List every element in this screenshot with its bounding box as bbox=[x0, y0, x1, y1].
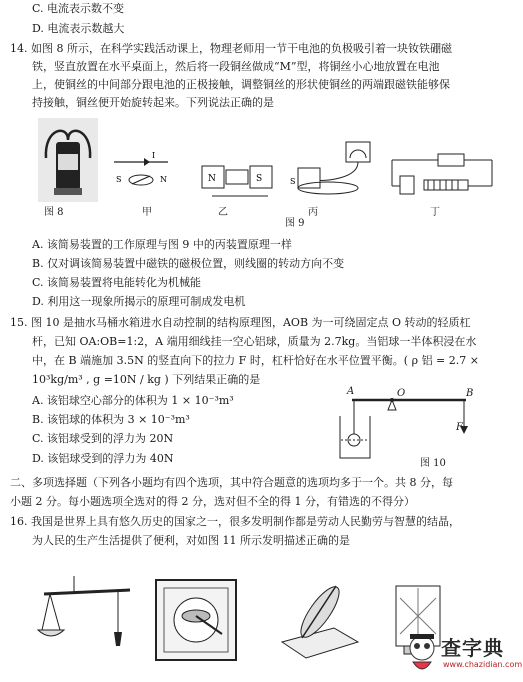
svg-text:S: S bbox=[290, 177, 296, 186]
figure-8-caption: 图 8 bbox=[44, 207, 64, 218]
figure-10-caption: 图 10 bbox=[420, 458, 446, 469]
q15-text-line2: 杆，已知 OA:OB=1:2，A 端用细线挂一空心铝球，质量为 2.7kg。当铝球一半体积浸在水 bbox=[32, 335, 477, 348]
svg-text:N: N bbox=[160, 175, 167, 184]
q14-option-c: C. 该简易装置将电能转化为机械能 bbox=[32, 276, 202, 289]
figure-11-compass-sinan bbox=[152, 572, 240, 668]
figure-9-bing-label: 丙 bbox=[308, 207, 318, 218]
figure-9-jia-diagram bbox=[110, 148, 172, 200]
q15-text-line1: 15. 图 10 是抽水马桶水箱进水自动控制的结构原理图，AOB 为一可绕固定点 O 转动的轻质杠 bbox=[10, 316, 471, 329]
figure-10-label-a: A bbox=[347, 386, 355, 397]
figure-10-label-b: B bbox=[466, 388, 474, 399]
svg-text:S: S bbox=[116, 175, 122, 184]
figure-10-label-f: F bbox=[456, 422, 463, 433]
q15-option-b: B. 该铝球的体积为 3 × 10⁻³m³ bbox=[32, 413, 190, 426]
figure-9-ding-label: 丁 bbox=[430, 207, 440, 218]
section-2-heading-line2: 小题 2 分。每小题选项全选对的得 2 分，选对但不全的得 1 分，有错选的不得分） bbox=[10, 495, 415, 508]
q14-text-line2: 铁，竖直放置在水平桌面上，然后将一段铜丝做成“M”型，将铜丝小心地放置在电池 bbox=[32, 60, 440, 73]
mascot-icon bbox=[405, 632, 439, 676]
figure-9-yi-label: 乙 bbox=[218, 207, 228, 218]
q15-text-line4: 10³kg/m³ , g =10N / kg ) 下列结果正确的是 bbox=[32, 373, 261, 386]
q15-text-line3: 中，在 B 端施加 3.5N 的竖直向下的拉力 F 时，杠杆恰好在水平位置平衡。( ρ 铝 = 2.7 × bbox=[32, 354, 479, 367]
q15-option-c: C. 该铝球受到的浮力为 20N bbox=[32, 432, 174, 445]
figure-9-bing-diagram bbox=[288, 138, 374, 200]
figure-11-sundial bbox=[278, 572, 362, 668]
figure-11-steelyard-scale bbox=[34, 572, 136, 652]
figure-9-ding-diagram bbox=[388, 150, 498, 202]
figure-9-yi-diagram bbox=[198, 152, 276, 202]
svg-text:S: S bbox=[256, 174, 263, 184]
q14-text-line1: 14. 如图 8 所示，在科学实践活动课上，物理老师用一节干电池的负极吸引着一块钕铁硼磁 bbox=[10, 42, 452, 55]
q14-text-line4: 持接触，铜丝便开始旋转起来。下列说法正确的是 bbox=[32, 96, 274, 109]
q14-option-b: B. 仅对调该简易装置中磁铁的磁极位置，则线圈的转动方向不变 bbox=[32, 257, 345, 270]
section-2-heading-line1: 二、多项选择题（下列各小题均有四个选项，其中符合题意的选项均多于一个。共 8 分，每 bbox=[10, 476, 453, 489]
option-d-q13: D. 电流表示数越大 bbox=[32, 22, 125, 35]
figure-8-battery-motor bbox=[38, 118, 98, 202]
watermark-url: www.chazidian.com bbox=[443, 660, 523, 669]
watermark-title: 查字典 bbox=[441, 636, 504, 660]
svg-text:I: I bbox=[152, 151, 156, 160]
q16-text-line1: 16. 我国是世界上具有悠久历史的国家之一，很多发明制作都是劳动人民勤劳与智慧的结晶， bbox=[10, 515, 460, 528]
figure-10-label-o: O bbox=[397, 388, 406, 399]
figure-9-jia-label: 甲 bbox=[142, 207, 152, 218]
q14-option-a: A. 该简易装置的工作原理与图 9 中的丙装置原理一样 bbox=[32, 238, 292, 251]
svg-text:N: N bbox=[208, 174, 216, 184]
figure-9-caption: 图 9 bbox=[285, 218, 305, 229]
watermark-logo bbox=[405, 630, 523, 678]
q15-option-a: A. 该铝球空心部分的体积为 1 × 10⁻³m³ bbox=[32, 394, 234, 407]
q15-option-d: D. 该铝球受到的浮力为 40N bbox=[32, 452, 174, 465]
q16-text-line2: 为人民的生产生活提供了便利，对如图 11 所示发明描述正确的是 bbox=[32, 534, 350, 547]
q14-option-d: D. 利用这一现象所揭示的原理可制成发电机 bbox=[32, 295, 246, 308]
q14-text-line3: 上，使铜丝的中间部分跟电池的正极接触，调整铜丝的形状使铜丝的两端跟磁铁能够保 bbox=[32, 78, 450, 91]
option-c-q13: C. 电流表示数不变 bbox=[32, 2, 125, 15]
